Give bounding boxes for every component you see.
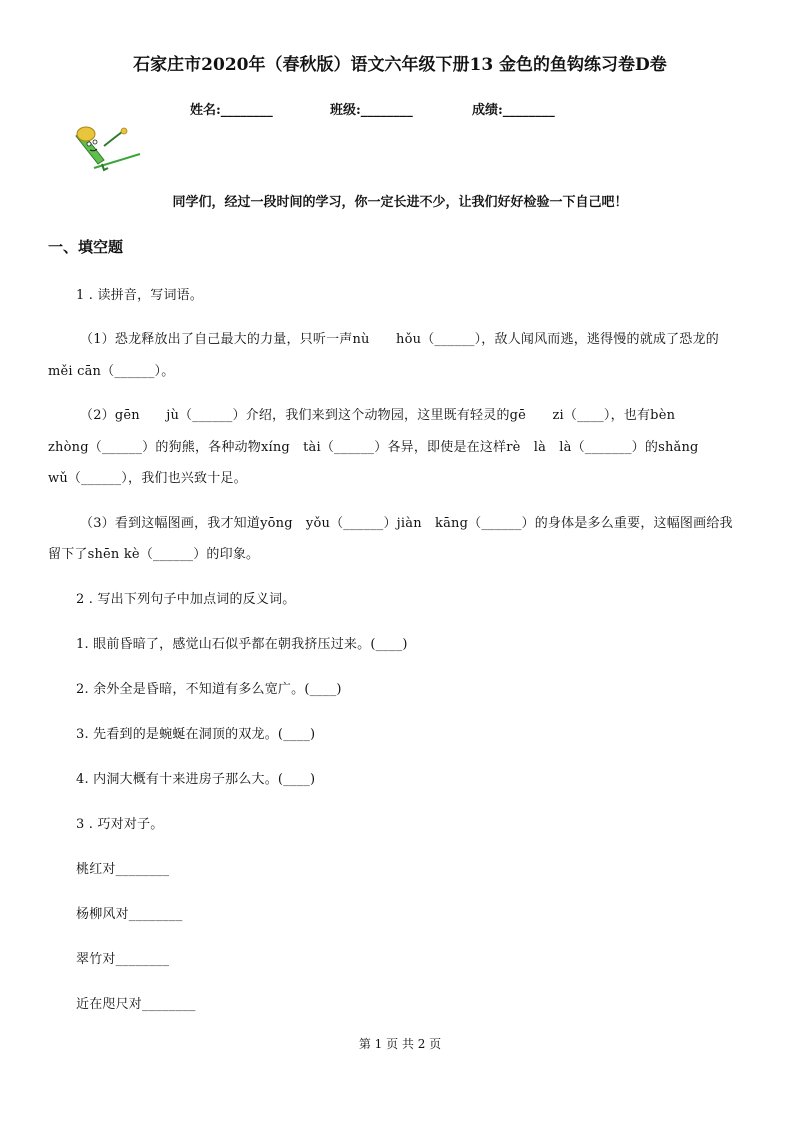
question-1-stem: 1 . 读拼音，写词语。 xyxy=(76,288,204,303)
q3-item: 桃红对________ xyxy=(76,862,170,877)
q1-part3-line1: （3）看到这幅图画，我才知道yōng yǒu（______）jiàn kāng（______）的身体是多么重要，这幅图画给我 xyxy=(80,516,733,531)
pencil-mascot-icon xyxy=(74,124,146,174)
q3-item: 杨柳风对________ xyxy=(76,907,183,922)
score-field[interactable]: 成绩:________ xyxy=(472,103,555,118)
q3-item: 翠竹对________ xyxy=(76,952,170,967)
q1-part3-line2: 留下了shēn kè（______）的印象。 xyxy=(48,547,260,562)
intro-text: 同学们，经过一段时间的学习，你一定长进不少，让我们好好检验一下自己吧！ xyxy=(172,195,628,210)
q2-item: 4. 内洞大概有十来进房子那么大。(____) xyxy=(76,772,316,787)
q2-item: 3. 先看到的是蜿蜒在洞顶的双龙。(____) xyxy=(76,727,316,742)
name-field[interactable]: 姓名:________ xyxy=(190,103,273,118)
q2-item: 2. 余外全是昏暗，不知道有多么宽广。(____) xyxy=(76,682,342,697)
q2-item: 1. 眼前昏暗了，感觉山石似乎都在朝我挤压过来。(____) xyxy=(76,637,408,652)
q1-part1-line1: （1）恐龙释放出了自己最大的力量，只听一声nù hǒu（______），敌人闻风而逃，逃得慢的就成了恐龙的 xyxy=(80,332,719,347)
question-3-stem: 3 . 巧对对子。 xyxy=(76,817,164,832)
question-2-stem: 2 . 写出下列句子中加点词的反义词。 xyxy=(76,592,296,607)
section-title: 一、填空题 xyxy=(48,238,124,256)
page-title: 石家庄市2020年（春秋版）语文六年级下册13 金色的鱼钩练习卷D卷 xyxy=(133,55,667,75)
page-number: 第 1 页 共 2 页 xyxy=(358,1037,442,1051)
q1-part2-line3: wǔ（______），我们也兴致十足。 xyxy=(48,471,247,486)
q1-part1-line2: měi cān（______）。 xyxy=(48,364,175,379)
class-field[interactable]: 班级:________ xyxy=(330,103,413,118)
q1-part2-line2: zhòng（______）的狗熊，各种动物xíng tài（______）各异，即使是在这样rè là là（_______）的shǎng xyxy=(48,440,699,455)
q1-part2-line1: （2）gēn jù（______）介绍，我们来到这个动物园，这里既有轻灵的gē zi（____），也有bèn xyxy=(80,408,676,423)
q3-item: 近在咫尺对________ xyxy=(76,997,196,1012)
